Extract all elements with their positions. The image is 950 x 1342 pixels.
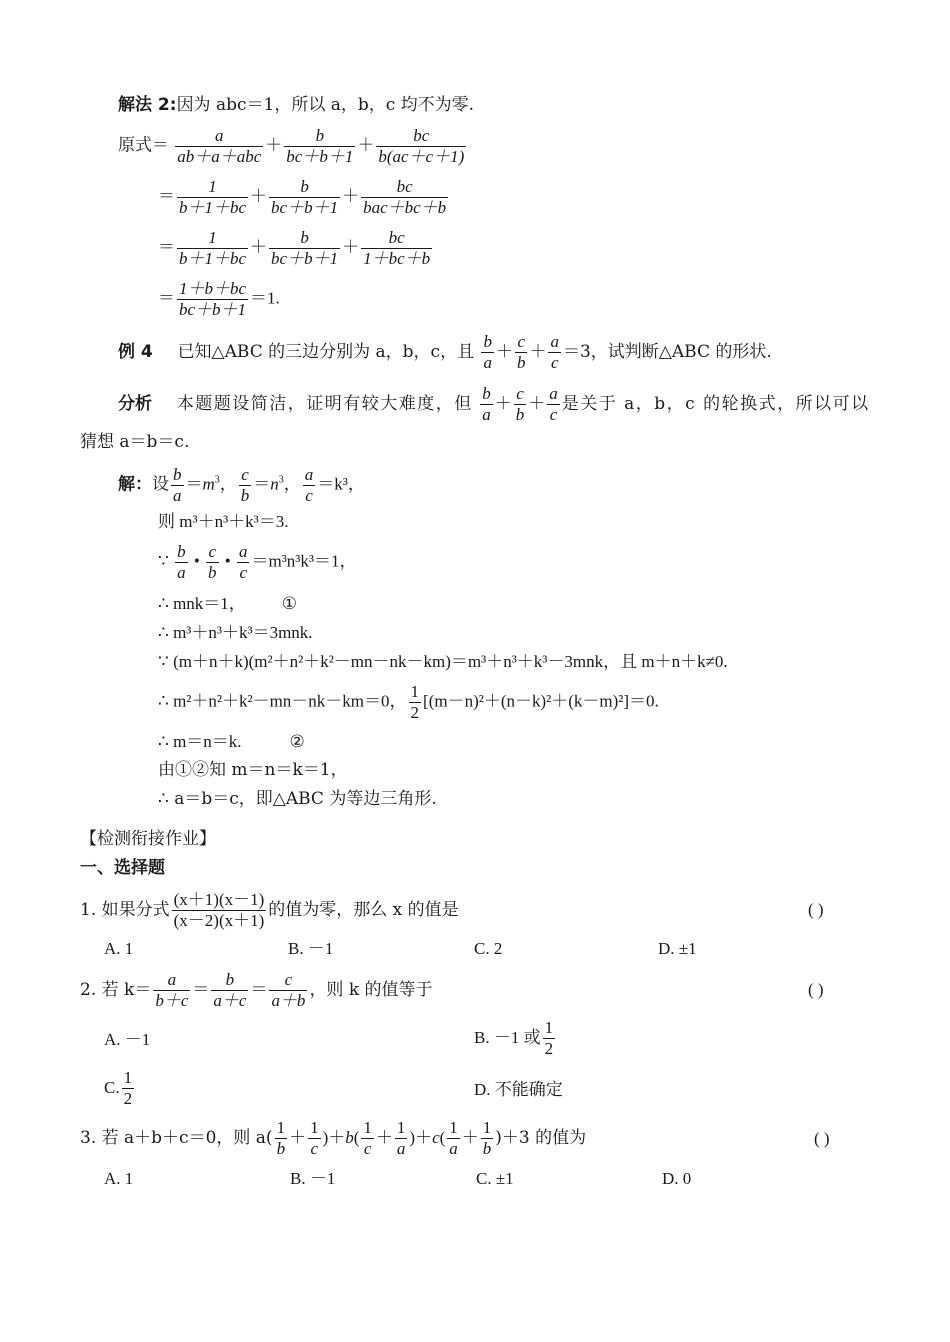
fraction: $\frac{1}{2}$ — [544, 1018, 554, 1058]
fraction: $\frac{1}{b}$ — [482, 1118, 492, 1158]
fraction: $\frac{1}{a}$ — [396, 1118, 406, 1158]
solve-because1: ∵ $\frac{b}{a}$ • $\frac{c}{b}$ • $\frac{a}{c}$ ＝m³n³k³＝1， — [158, 542, 357, 582]
q2-option-a[interactable]: A. －1 — [104, 1030, 151, 1049]
example4-label: 例 4 — [118, 342, 153, 362]
circled-mark-1: ① — [281, 594, 298, 613]
solve-therefore4: ∴ m＝n＝k. ② — [158, 732, 305, 751]
solution2-label: 解法 2 — [118, 95, 170, 115]
example4-line: 例 4 已知△ABC 的三边分别为 a，b，c，且 $\frac{b}{a}$ ＋ $\frac{c}{b}$ ＋ $\frac{a}{c}$ ＝3，试判断△ABC 的形状. — [118, 332, 772, 372]
solution2-line3: ＝ $\frac{1}{b+1+bc}$ ＋ $\frac{b}{bc+b+1}$ ＋ $\frac{bc}{1+bc+b}$ — [158, 228, 431, 268]
fraction: $\frac{c}{a+b}$ — [271, 970, 306, 1010]
q3-option-a[interactable]: A. 1 — [104, 1169, 134, 1188]
question-1-answer-bracket: ( ) — [808, 900, 824, 919]
question-3-answer-bracket: ( ) — [814, 1129, 830, 1148]
question-2-answer-bracket: ( ) — [808, 980, 824, 999]
fraction: $\frac{1}{2}$ — [123, 1068, 133, 1108]
fraction: $\frac{bc}{\text{bac＋bc＋b}}$ — [363, 177, 447, 217]
q1-option-c[interactable]: C. 2 — [474, 939, 503, 958]
fraction: $\frac{b}{bc+b+1}$ — [271, 177, 339, 217]
solve-because2: ∵ (m＋n＋k)(m²＋n²＋k²－mn－nk－km)＝m³＋n³＋k³－3mnk，且 m＋n＋k≠0. — [158, 652, 728, 671]
solution2-line1: 原式＝ $\frac{a}{\text{ab＋a＋abc}}$ ＋ $\frac{b}{bc+b+1}$ ＋ $\frac{bc}{b(ac+c+1)}$ — [118, 126, 465, 166]
fraction: $\frac{c}{b}$ — [240, 465, 250, 505]
fraction: $\frac{bc}{b(ac+c+1)}$ — [378, 126, 465, 166]
fraction: $\frac{1}{b+1+bc}$ — [179, 228, 247, 268]
analysis-line: 分析 本题题设简洁，证明有较大难度，但 $\frac{b}{a}$ ＋ $\frac{c}{b}$ ＋ $\frac{a}{c}$ 是关于 a，b，c 的轮换式，所以可以 — [118, 384, 870, 424]
fraction: $\frac{b}{a}$ — [483, 332, 492, 372]
fraction: $\frac{(x+1)(x-1)}{(x-2)(x+1)}$ — [173, 890, 265, 930]
solution2-intro: 因为 abc＝1，所以 a，b，c 均不为零. — [176, 95, 475, 115]
fraction: $\frac{a}{\text{ab＋a＋abc}}$ — [177, 126, 262, 166]
q1-option-b[interactable]: B. －1 — [288, 939, 334, 958]
analysis-text-before: 本题题设简洁，证明有较大难度，但 — [176, 394, 473, 414]
solution2-intro-line: 解法 2:因为 abc＝1，所以 a，b，c 均不为零. — [118, 95, 475, 115]
fraction: $\frac{a}{b+c}$ — [155, 970, 189, 1010]
question-2: 2. 若 k＝ $\frac{a}{b+c}$ ＝ $\frac{b}{a+c}$ ＝ $\frac{c}{a+b}$ ，则 k 的值等于 — [80, 970, 433, 1010]
homework-title: 【检测衔接作业】 — [80, 829, 216, 849]
fraction: $\frac{1+b+bc}{bc+b+1}$ — [179, 279, 247, 319]
q1-option-d[interactable]: D. ±1 — [658, 939, 697, 958]
q3-option-b[interactable]: B. －1 — [290, 1169, 336, 1188]
fraction: $\frac{1}{b}$ — [276, 1118, 286, 1158]
solve-conclusion: ∴ a＝b＝c，即△ABC 为等边三角形. — [158, 789, 437, 809]
solve-therefore2: ∴ m³＋n³＋k³＝3mnk. — [158, 623, 313, 642]
q1-option-a[interactable]: A. 1 — [104, 939, 134, 958]
fraction: $\frac{b}{a}$ — [482, 384, 491, 424]
solve-from: 由①②知 m＝n＝k＝1， — [158, 760, 348, 780]
fraction: $\frac{c}{b}$ — [516, 332, 526, 372]
fraction: $\frac{1}{b+1+bc}$ — [179, 177, 247, 217]
example4-text-before: 已知△ABC 的三边分别为 a，b，c，且 — [177, 342, 475, 362]
fraction: $\frac{a}{c}$ — [238, 542, 248, 582]
question-3: 3. 若 a＋b＋c＝0，则 a( $\frac{1}{b}$ ＋ $\frac{1}{c}$ )＋b( $\frac{1}{c}$ ＋ $\frac{1}{a}$ )＋c( $\frac{1}{a}$ ＋ $\frac{1}{b}$ )＋3 的值为 — [80, 1118, 587, 1158]
q2-option-c[interactable]: C. $\frac{1}{2}$ — [104, 1068, 133, 1108]
solve-therefore3: ∴ m²＋n²＋k²－mn－nk－km＝0， $\frac{1}{2}$ [(m－n)²＋(n－k)²＋(k－m)²]＝0. — [158, 682, 659, 722]
fraction: $\frac{b}{a+c}$ — [213, 970, 247, 1010]
solve-therefore1: ∴ mnk＝1， ① — [158, 594, 298, 613]
q2-option-d[interactable]: D. 不能确定 — [474, 1080, 563, 1099]
fraction: $\frac{c}{b}$ — [208, 542, 217, 582]
fraction: $\frac{b}{bc+b+1}$ — [271, 228, 339, 268]
fraction: $\frac{a}{c}$ — [304, 465, 314, 505]
fraction: $\frac{1}{2}$ — [410, 682, 420, 722]
q2-option-b[interactable]: B. －1 或 $\frac{1}{2}$ — [474, 1018, 554, 1058]
solution2-line2: ＝ $\frac{1}{b+1+bc}$ ＋ $\frac{b}{bc+b+1}$ ＋ $\frac{bc}{\text{bac＋bc＋b}}$ — [158, 177, 447, 217]
solution2-lead: 原式＝ — [118, 135, 169, 155]
fraction: $\frac{1}{a}$ — [449, 1118, 458, 1158]
fraction: $\frac{b}{a}$ — [177, 542, 186, 582]
fraction: $\frac{b}{a}$ — [173, 465, 182, 505]
fraction: $\frac{a}{c}$ — [550, 332, 559, 372]
circled-mark-2: ② — [289, 732, 305, 751]
example4-text-after: ＝3，试判断△ABC 的形状. — [562, 342, 772, 362]
solve-then: 则 m³＋n³＋k³＝3. — [158, 512, 289, 531]
fraction: $\frac{a}{c}$ — [549, 384, 558, 424]
fraction: $\frac{bc}{1+bc+b}$ — [363, 228, 431, 268]
fraction: $\frac{c}{b}$ — [515, 384, 525, 424]
fraction: $\frac{1}{c}$ — [310, 1118, 319, 1158]
solution2-line4: ＝ $\frac{1+b+bc}{bc+b+1}$ ＝1. — [158, 279, 280, 319]
analysis-label: 分析 — [118, 394, 152, 414]
analysis-text-after: 是关于 a，b，c 的轮换式，所以可以 — [561, 394, 870, 414]
q3-option-c[interactable]: C. ±1 — [476, 1169, 514, 1188]
q3-option-d[interactable]: D. 0 — [662, 1169, 692, 1188]
fraction: $\frac{1}{c}$ — [363, 1118, 372, 1158]
question-1: 1. 如果分式 $\frac{(x+1)(x-1)}{(x-2)(x+1)}$ 的值为零，那么 x 的值是 — [80, 890, 459, 930]
fraction: $\frac{b}{bc+b+1}$ — [286, 126, 354, 166]
analysis-line2: 猜想 a＝b＝c. — [80, 432, 190, 452]
solve-set-line: 解：设 $\frac{b}{a}$ $=m^3$， $\frac{c}{b}$ $=n^3$， $\frac{a}{c}$ ＝k³， — [118, 465, 365, 505]
solve-label: 解： — [118, 474, 152, 495]
homework-section: 一、选择题 — [80, 858, 165, 878]
